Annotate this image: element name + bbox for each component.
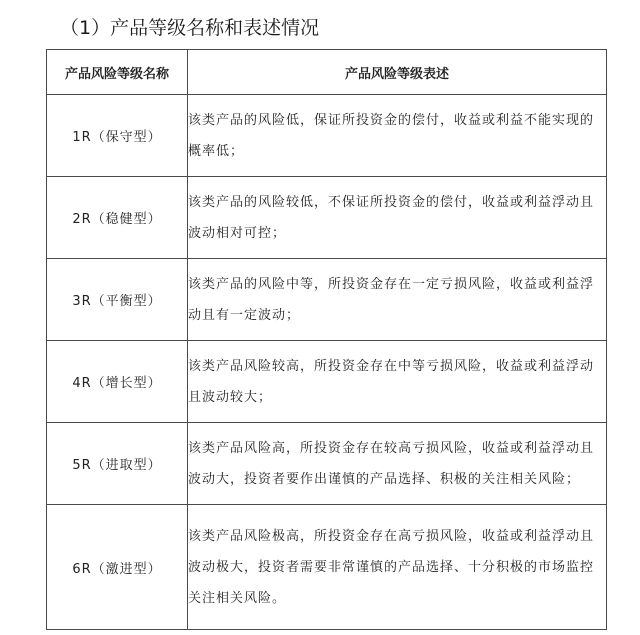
level-description-cell: 该类产品的风险低，保证所投资金的偿付，收益或利益不能实现的概率低； [188,95,607,177]
table-row [47,341,607,423]
level-name-cell: 1R（保守型） [47,95,188,177]
level-name-cell: 4R（增长型） [47,341,188,423]
level-name-cell: 6R（激进型） [47,505,188,630]
level-name-cell: 5R（进取型） [47,423,188,505]
table-row [47,505,607,630]
table-row [47,259,607,341]
level-description-cell: 该类产品风险高，所投资金存在较高亏损风险，收益或利益浮动且波动大，投资者要作出谨慎的产品选择、积极的关注相关风险； [188,423,607,505]
table-row [47,177,607,259]
column-header-level-description: 产品风险等级表述 [188,50,607,95]
level-description-cell: 该类产品的风险较低，不保证所投资金的偿付，收益或利益浮动且波动相对可控； [188,177,607,259]
section-heading: （1）产品等级名称和表述情况 [60,17,320,39]
level-description-cell: 该类产品风险较高，所投资金存在中等亏损风险，收益或利益浮动且波动较大； [188,341,607,423]
level-description-cell: 该类产品的风险中等，所投资金存在一定亏损风险，收益或利益浮动且有一定波动； [188,259,607,341]
column-header-level-name: 产品风险等级名称 [47,50,188,95]
table-row [47,423,607,505]
table-row [47,95,607,177]
table-header-row [47,50,607,95]
risk-level-table [46,49,607,630]
level-name-cell: 2R（稳健型） [47,177,188,259]
level-description-cell: 该类产品风险极高，所投资金存在高亏损风险，收益或利益浮动且波动极大，投资者需要非常谨慎的产品选择、十分积极的市场监控关注相关风险。 [188,505,607,630]
level-name-cell: 3R（平衡型） [47,259,188,341]
